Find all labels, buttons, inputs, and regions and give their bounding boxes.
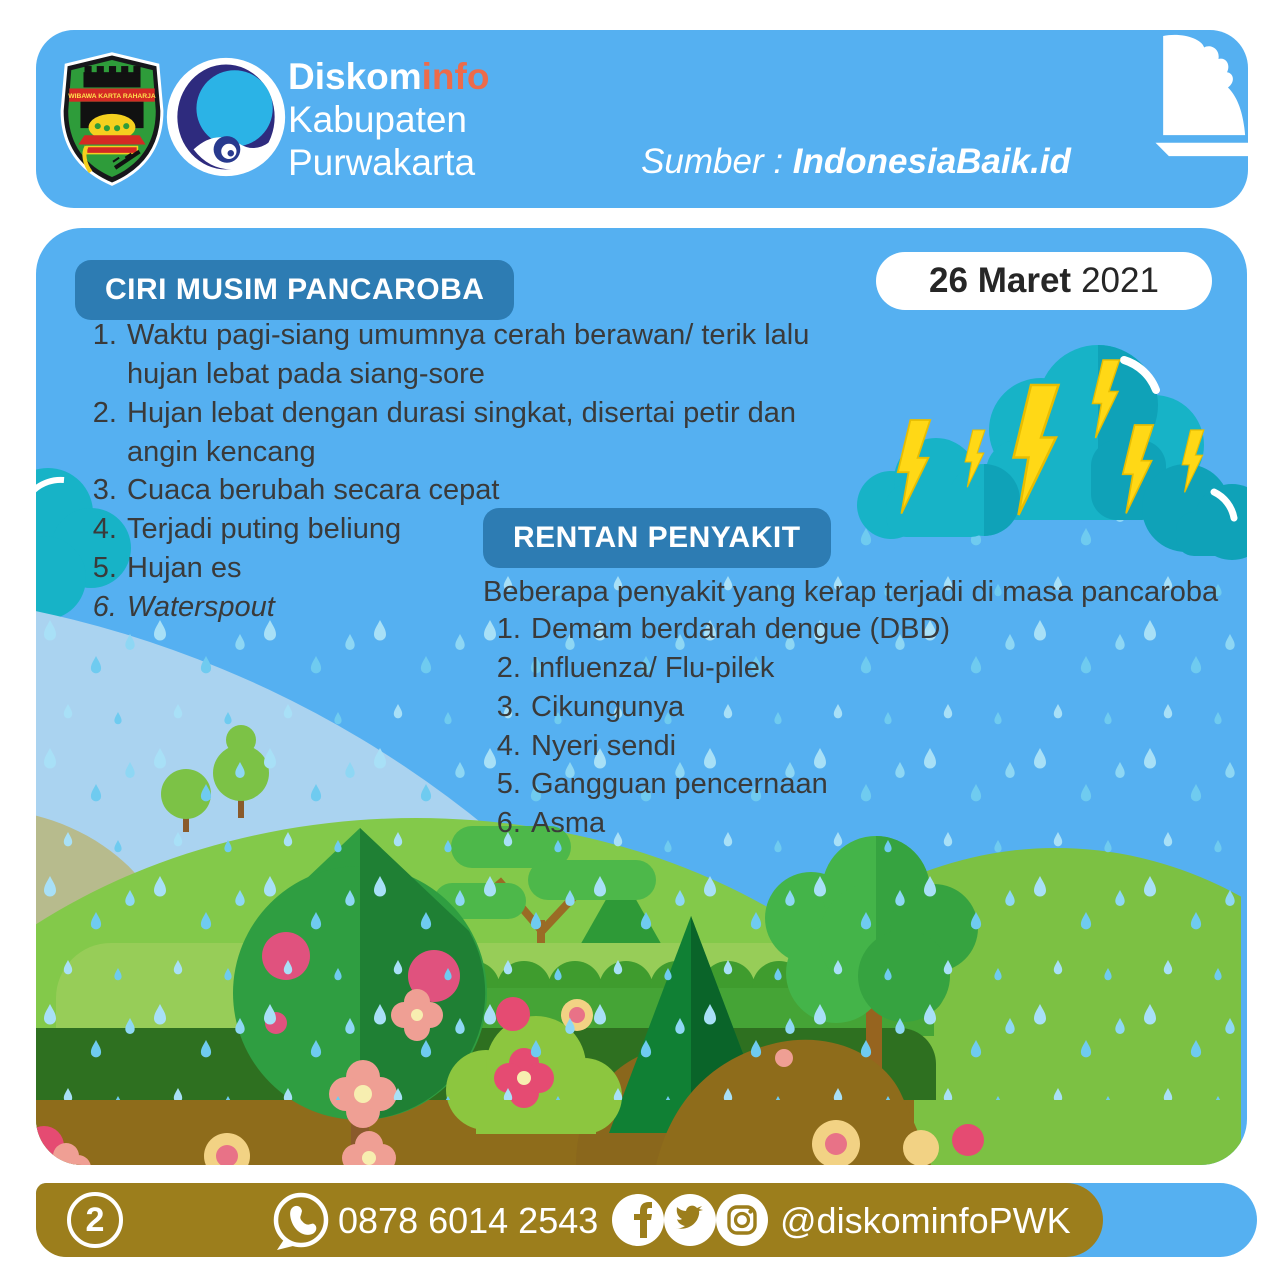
social-handle: @diskominfoPWK xyxy=(780,1200,1071,1241)
brand-diskom: Diskom xyxy=(288,56,422,97)
brand-text xyxy=(288,56,489,185)
phone-number: 0878 6014 2543 xyxy=(338,1200,599,1241)
section-title-ciri: CIRI MUSIM PANCAROBA xyxy=(75,260,514,320)
rentan-intro: Beberapa penyakit yang kerap terjadi di masa pancaroba xyxy=(483,576,1219,608)
list-item: 1. Waktu pagi-siang umumnya cerah berawan/ terik lalu hujan lebat pada siang-sore xyxy=(125,316,825,394)
purwakarta-crest-logo xyxy=(56,50,168,188)
whatsapp-icon xyxy=(268,1187,334,1253)
footer-bar xyxy=(36,1183,1257,1257)
gapura-silhouette-icon xyxy=(1146,24,1268,172)
list-item: 2. Influenza/ Flu-pilek xyxy=(529,649,1247,688)
list-item: 3. Cuaca berubah secara cepat xyxy=(125,471,825,510)
brand-info: info xyxy=(421,56,490,97)
date-day-month: 26 Maret xyxy=(929,261,1072,300)
list-item: 6. Waterspout xyxy=(125,588,825,627)
main-content-card xyxy=(36,228,1247,1165)
page-number-badge: 2 xyxy=(67,1192,123,1248)
list-item: 4. Nyeri sendi xyxy=(529,727,1247,766)
source-value: IndonesiaBaik.id xyxy=(792,142,1071,181)
list-item: 2. Hujan lebat dengan durasi singkat, disertai petir dan angin kencang xyxy=(125,394,825,472)
section-title-rentan: RENTAN PENYAKIT xyxy=(483,508,831,568)
source-label: Sumber : xyxy=(641,142,784,181)
brand-kabupaten: Kabupaten xyxy=(288,98,468,140)
twitter-icon xyxy=(664,1194,716,1246)
list-item: 5. Gangguan pencernaan xyxy=(529,765,1247,804)
facebook-icon xyxy=(612,1194,664,1246)
crest-motto: WIBAWA KARTA RAHARJA xyxy=(68,93,156,101)
kominfo-logo xyxy=(164,52,288,182)
date-badge xyxy=(876,252,1212,310)
brand-purwakarta: Purwakarta xyxy=(288,141,476,183)
list-item: 4. Terjadi puting beliung xyxy=(125,510,825,549)
instagram-icon xyxy=(716,1194,768,1246)
rentan-list xyxy=(485,610,1247,843)
list-item: 3. Cikungunya xyxy=(529,688,1247,727)
list-item: 6. Asma xyxy=(529,804,1247,843)
list-item: 1. Demam berdarah dengue (DBD) xyxy=(529,610,1247,649)
list-item: 5. Hujan es xyxy=(125,549,825,588)
header-banner xyxy=(36,30,1248,208)
date-year: 2021 xyxy=(1081,261,1159,300)
source-credit xyxy=(576,142,1136,182)
